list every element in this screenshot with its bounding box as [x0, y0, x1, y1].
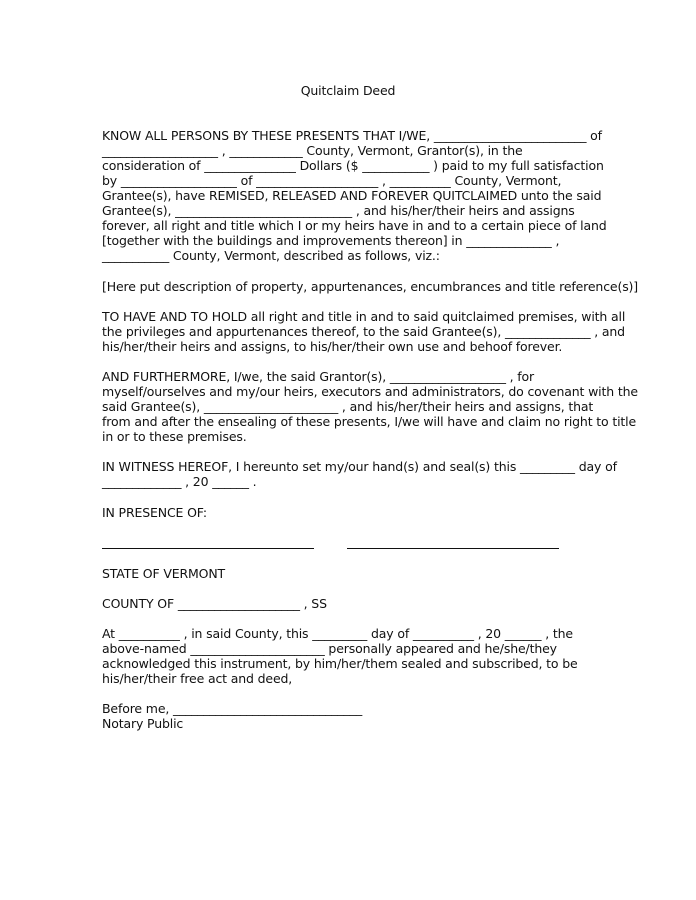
text-line: KNOW ALL PERSONS BY THESE PRESENTS THAT I/WE, _________________________ of: [102, 128, 602, 143]
witness-signature-line-1[interactable]: [102, 548, 314, 549]
text-line: STATE OF VERMONT: [102, 566, 226, 581]
text-line: myself/ourselves and my/our heirs, executors and administrators, do covenant with the: [102, 384, 638, 399]
habendum-paragraph: [102, 309, 626, 354]
state-heading: [102, 566, 602, 581]
witness-signature-line-2[interactable]: [347, 548, 559, 549]
know-all-paragraph: [102, 128, 607, 263]
text-line: by ___________________ of ____________________ , __________ County, Vermont,: [102, 173, 562, 188]
text-line: said Grantee(s), ______________________ , and his/her/their heirs and assigns, that: [102, 399, 594, 414]
text-line: Notary Public: [102, 716, 184, 731]
text-line: IN WITNESS HEREOF, I hereunto set my/our hand(s) and seal(s) this _________ day of: [102, 459, 617, 474]
text-line: ___________ County, Vermont, described as follows, viz.:: [102, 248, 440, 263]
text-line: his/her/their free act and deed,: [102, 671, 293, 686]
text-line: above-named ______________________ personally appeared and he/she/they: [102, 641, 557, 656]
text-line: _____________ , 20 ______ .: [102, 474, 257, 489]
text-line: AND FURTHERMORE, I/we, the said Grantor(s), ___________________ , for: [102, 369, 535, 384]
page-title: Quitclaim Deed: [300, 83, 396, 98]
text-line: acknowledged this instrument, by him/her/them sealed and subscribed, to be: [102, 656, 578, 671]
covenant-paragraph: [102, 369, 638, 444]
text-line: [Here put description of property, appurtenances, encumbrances and title reference(s)]: [102, 279, 639, 294]
text-line: At __________ , in said County, this _________ day of __________ , 20 ______ , the: [102, 626, 573, 641]
text-line: forever, all right and title which I or my heirs have in and to a certain piece of land: [102, 218, 607, 233]
text-line: consideration of _______________ Dollars ($ ___________ ) paid to my full satisfaction: [102, 158, 604, 173]
text-line: from and after the ensealing of these presents, I/we will have and claim no right to title: [102, 414, 637, 429]
text-line: Grantee(s), have REMISED, RELEASED AND FOREVER QUITCLAIMED unto the said: [102, 188, 602, 203]
text-line: his/her/their heirs and assigns, to his/her/their own use and behoof forever.: [102, 339, 563, 354]
text-line: the privileges and appurtenances thereof, to the said Grantee(s), ______________ , and: [102, 324, 625, 339]
witness-paragraph: [102, 459, 617, 489]
description-paragraph: [102, 279, 639, 294]
county-heading: [102, 596, 602, 611]
presence-heading: [102, 505, 602, 520]
text-line: COUNTY OF ____________________ , SS: [102, 596, 327, 611]
text-line: Grantee(s), _____________________________ , and his/her/their heirs and assigns: [102, 203, 575, 218]
text-line: Before me, _______________________________: [102, 701, 363, 716]
text-line: in or to these premises.: [102, 429, 247, 444]
text-line: IN PRESENCE OF:: [102, 505, 207, 520]
text-line: TO HAVE AND TO HOLD all right and title in and to said quitclaimed premises, with all: [102, 309, 626, 324]
text-line: [together with the buildings and improvements thereon] in ______________ ,: [102, 233, 560, 248]
notary-block: [102, 701, 602, 731]
acknowledgment-paragraph: [102, 626, 602, 686]
text-line: ___________________ , ____________ County, Vermont, Grantor(s), in the: [102, 143, 523, 158]
